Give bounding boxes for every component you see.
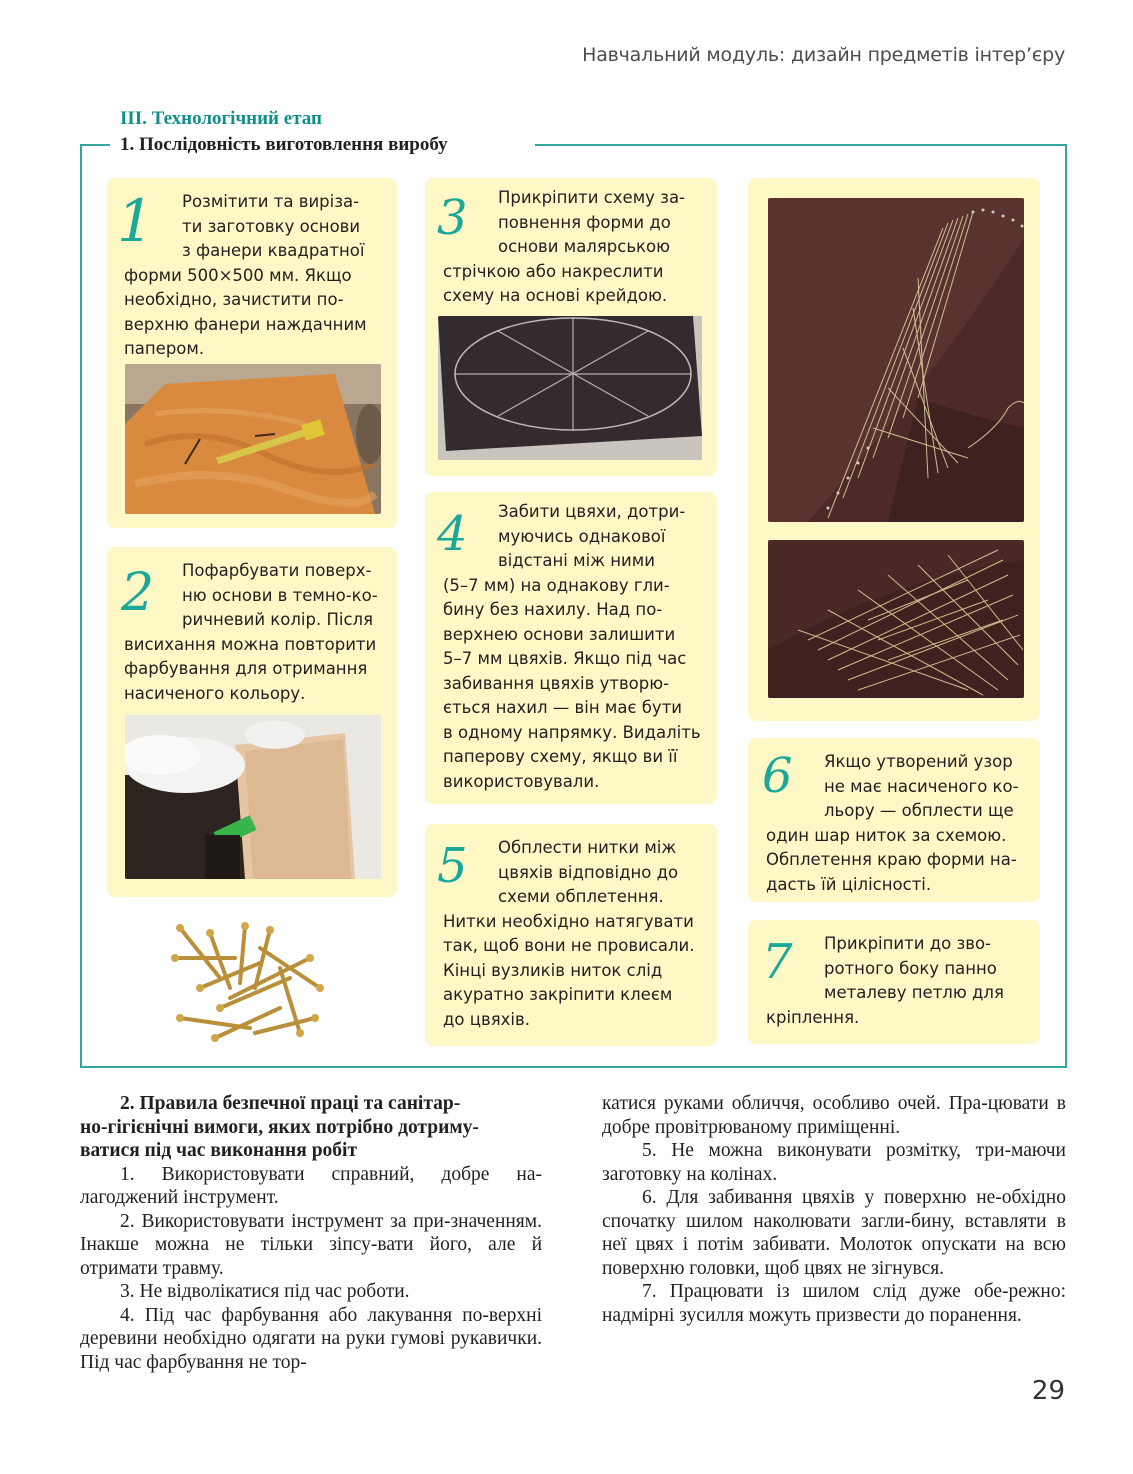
- string-art-photo-2: [768, 540, 1024, 698]
- painting-image: [125, 715, 381, 879]
- rules-right-column: [602, 1092, 1066, 1327]
- step-text-2: Пофарбувати поверх- ню основи в темно-ко- ричневий колір. Після висихання можна повторити фарбування для отримання насиченого кольору.: [124, 561, 378, 703]
- plywood-photo: [125, 364, 381, 514]
- step-text-1: Розмітити та виріза- ти заготовку основи з фанери квадратної форми 500×500 мм. Якщо необхідно, зачистити по- верхню фанери наждачним папером.: [124, 192, 367, 358]
- rules-heading: 2. Правила безпечної праці та санітар- но-гігієнічні вимоги, яких потрібно дотриму- ватися під час виконання робіт: [80, 1093, 479, 1161]
- step-text-6: Якщо утворений узор не має насиченого ко- льору — обплести ще один шар ниток за схемою. Обплетення краю форми на- дасть їй цілісності.: [766, 752, 1019, 894]
- chalk-scheme-image: [438, 316, 702, 460]
- plywood-image: [125, 364, 381, 514]
- frame-top-right: [535, 144, 1067, 146]
- rule-paragraph: 2. Використовувати інструмент за при-значенням. Інакше можна не тільки зіпсу-вати його, але й отримати травму.: [80, 1210, 542, 1279]
- step-card-3: [425, 178, 717, 476]
- rule-paragraph: 5. Не можна виконувати розмітку, три-маючи заготовку на колінах.: [602, 1140, 1066, 1185]
- step-text-5: Обплести нитки між цвяхів відповідно до схеми обплетення. Нитки необхідно натягувати так, щоб вони не провисали. Кінці вузликів ниток слід акуратно закріпити клеєм до цвяхів.: [443, 838, 695, 1029]
- string-art-photo-1: [768, 198, 1024, 522]
- rule-paragraph: 4. Під час фарбування або лакування по-верхні деревини необхідно одягати на руки гумові рукавички. Під час фарбування не тор-: [80, 1304, 542, 1373]
- subsection-title: 1. Послідовність виготовлення виробу: [120, 134, 460, 156]
- step-number-3: 3: [437, 190, 468, 246]
- rule-paragraph: 7. Працювати із шилом слід дуже обе-режно: надмірні зусилля можуть призвести до поранення.: [602, 1281, 1066, 1326]
- step-text-7: Прикріпити до зво- ротного боку панно металеву петлю для кріплення.: [766, 934, 1004, 1027]
- rule-paragraph: 6. Для забивання цвяхів у поверхню не-обхідно спочатку шилом наколювати загли-бину, вставляти в неї цвях і потім забивати. Молоток опускати на всю поверхню головки, щоб цвях не зігнувся.: [602, 1187, 1066, 1279]
- rule-paragraph: 1. Використовувати справний, добре на-лагоджений інструмент.: [80, 1163, 542, 1208]
- step-card-1: [107, 178, 397, 528]
- string-art-card: [748, 178, 1040, 721]
- string-art-image-2: [768, 540, 1024, 698]
- chalk-scheme-photo: [438, 316, 702, 460]
- rule-paragraph: катися руками обличчя, особливо очей. Пра-цювати в добре провітрюваному приміщенні.: [602, 1093, 1066, 1138]
- step-card-2: [107, 547, 397, 897]
- step-number-6: 6: [762, 748, 793, 804]
- step-card-6: [748, 738, 1040, 902]
- step-number-7: 7: [762, 934, 793, 990]
- step-number-2: 2: [121, 563, 155, 623]
- step-text-3: Прикріпити схему за- повнення форми до основи малярською стрічкою або накреслити схему на основі крейдою.: [443, 188, 686, 305]
- step-number-4: 4: [437, 506, 468, 562]
- step-card-7: [748, 920, 1040, 1044]
- nails-image: [160, 918, 332, 1048]
- string-art-image-1: [768, 198, 1024, 522]
- step-number-1: 1: [117, 187, 154, 255]
- rule-paragraph: 3. Не відволікатися під час роботи.: [120, 1281, 410, 1302]
- rules-left-column: [80, 1092, 542, 1374]
- step-text-4: Забити цвяхи, дотри- муючись однакової відстані між ними (5–7 мм) на однакову гли- бину без нахилу. Над по- верхнею основи залишити 5–7 мм цвяхів. Якщо під час забивання цвяхів утворю- ється нахил — він має бути в одному напрямку. Видаліть паперову схему, якщо ви її використовували.: [443, 502, 701, 791]
- frame-top-left: [80, 144, 110, 146]
- page-number: 29: [1031, 1376, 1065, 1406]
- running-head: Навчальний модуль: дизайн предметів інтер’єру: [582, 44, 1065, 66]
- nails-photo: [160, 918, 332, 1048]
- step-card-4: [425, 492, 717, 804]
- section-title: III. Технологічний етап: [120, 108, 322, 129]
- painting-photo: [125, 715, 381, 879]
- step-card-5: [425, 824, 717, 1046]
- step-number-5: 5: [437, 838, 468, 894]
